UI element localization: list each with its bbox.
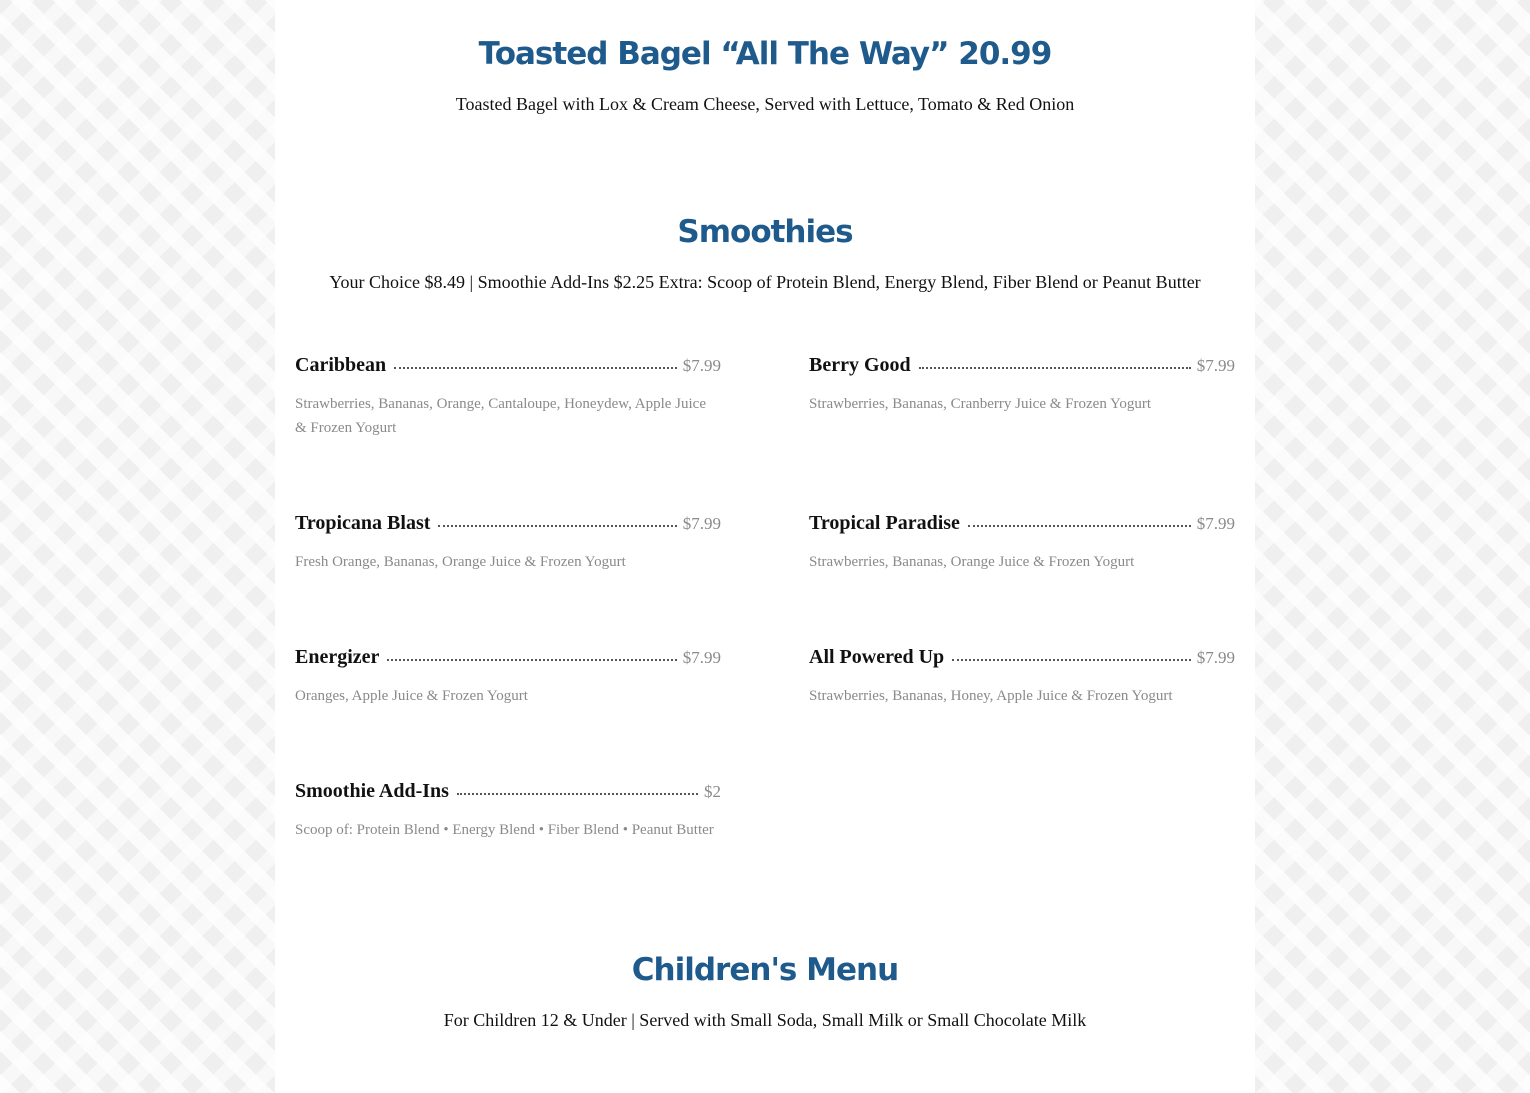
smoothies-subtitle: Your Choice $8.49 | Smoothie Add-Ins $2.25 Extra: Scoop of Protein Blend, Energy Blend, Fiber Blend or Peanut Butter — [329, 272, 1201, 292]
dot-leader — [968, 525, 1191, 527]
menu-item-berry-good — [809, 354, 1235, 416]
menu-item-caribbean — [295, 354, 721, 440]
item-description: Oranges, Apple Juice & Frozen Yogurt — [295, 688, 528, 704]
item-name: Tropicana Blast — [295, 512, 431, 534]
item-name: Smoothie Add-Ins — [295, 780, 449, 802]
dot-leader — [438, 525, 676, 527]
menu-item-smoothie-add-ins — [295, 780, 721, 842]
bagel-description: Toasted Bagel with Lox & Cream Cheese, Served with Lettuce, Tomato & Red Onion — [455, 94, 1075, 114]
item-name: Tropical Paradise — [809, 512, 960, 534]
item-name: All Powered Up — [809, 646, 945, 668]
dot-leader — [919, 367, 1191, 369]
item-name: Caribbean — [295, 354, 387, 376]
menu-item-tropicana-blast — [295, 512, 721, 574]
menu-item-energizer — [295, 646, 721, 708]
dot-leader — [387, 659, 676, 661]
item-description: Fresh Orange, Bananas, Orange Juice & Frozen Yogurt — [295, 554, 626, 570]
item-name: Energizer — [295, 646, 380, 668]
smoothies-heading: Smoothies — [677, 214, 853, 250]
dot-leader — [394, 367, 677, 369]
childrens-menu-subtitle: For Children 12 & Under | Served with Small Soda, Small Milk or Small Chocolate Milk — [443, 1010, 1087, 1030]
menu-item-tropical-paradise — [809, 512, 1235, 574]
item-name: Berry Good — [809, 354, 911, 376]
item-price: $7.99 — [682, 356, 721, 375]
item-price: $7.99 — [1196, 514, 1235, 533]
menu-item-all-powered-up — [809, 646, 1235, 708]
dot-leader — [457, 793, 698, 795]
item-description: Strawberries, Bananas, Orange, Cantaloupe, Honeydew, Apple Juice & Frozen Yogurt — [295, 396, 706, 436]
item-description: Strawberries, Bananas, Honey, Apple Juice & Frozen Yogurt — [809, 688, 1173, 704]
dot-leader — [952, 659, 1191, 661]
item-price: $7.99 — [1196, 648, 1235, 667]
childrens-menu-heading: Children's Menu — [631, 952, 899, 988]
item-description: Strawberries, Bananas, Orange Juice & Frozen Yogurt — [809, 554, 1135, 570]
bagel-title: Toasted Bagel “All The Way” 20.99 — [478, 36, 1052, 72]
item-description: Scoop of: Protein Blend • Energy Blend • Fiber Blend • Peanut Butter — [295, 822, 714, 838]
item-price: $2 — [704, 782, 721, 801]
item-price: $7.99 — [682, 648, 721, 667]
item-price: $7.99 — [1196, 356, 1235, 375]
item-price: $7.99 — [682, 514, 721, 533]
menu-panel — [275, 0, 1255, 1093]
item-description: Strawberries, Bananas, Cranberry Juice & Frozen Yogurt — [809, 396, 1152, 412]
